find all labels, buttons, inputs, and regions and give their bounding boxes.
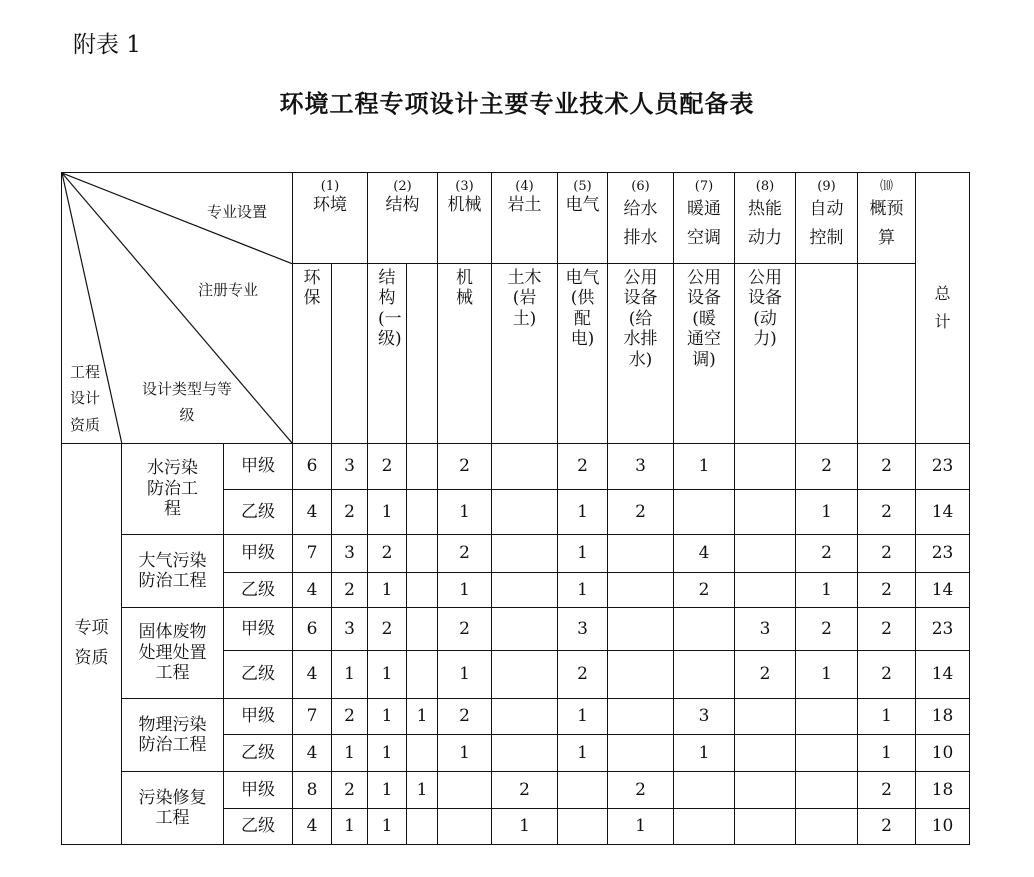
specialty-header-1: (1) 环境	[293, 173, 368, 264]
value-cell: 7	[293, 535, 332, 573]
value-cell	[735, 735, 796, 772]
specialty-header-3: (3) 机械	[438, 173, 492, 264]
value-cell: 1	[407, 699, 438, 735]
total-cell: 23	[916, 444, 970, 490]
value-cell	[407, 573, 438, 608]
diagonal-header-cell	[62, 173, 293, 444]
category-cell: 大气污染防治工程	[122, 535, 224, 608]
diag-label-qualification: 工程设计资质	[69, 363, 100, 434]
value-cell: 1	[368, 651, 407, 699]
value-cell	[735, 444, 796, 490]
level-cell: 乙级	[224, 490, 293, 535]
value-cell: 2	[368, 535, 407, 573]
value-cell: 4	[293, 573, 332, 608]
value-cell: 2	[368, 608, 407, 651]
value-cell	[407, 735, 438, 772]
value-cell	[438, 809, 492, 845]
total-cell: 23	[916, 608, 970, 651]
registered-cell-3: 结构(一级)	[368, 264, 407, 444]
value-cell: 1	[674, 444, 735, 490]
value-cell: 1	[674, 735, 735, 772]
value-cell: 2	[796, 444, 858, 490]
total-cell: 18	[916, 699, 970, 735]
annex-label: 附表 1	[73, 32, 141, 58]
value-cell: 1	[558, 490, 608, 535]
value-cell	[608, 735, 674, 772]
value-cell: 2	[332, 490, 368, 535]
value-cell: 2	[796, 535, 858, 573]
value-cell: 6	[293, 444, 332, 490]
total-cell: 10	[916, 735, 970, 772]
value-cell: 1	[558, 573, 608, 608]
value-cell	[674, 608, 735, 651]
registered-cell-4	[407, 264, 438, 444]
value-cell: 1	[796, 490, 858, 535]
value-cell: 1	[608, 809, 674, 845]
value-cell: 1	[796, 651, 858, 699]
level-cell: 甲级	[224, 608, 293, 651]
diag-label-registered: 注册专业	[198, 281, 259, 299]
value-cell	[608, 651, 674, 699]
value-cell: 2	[858, 573, 916, 608]
value-cell: 7	[293, 699, 332, 735]
value-cell: 3	[332, 444, 368, 490]
value-cell: 1	[558, 535, 608, 573]
total-cell: 23	[916, 535, 970, 573]
value-cell: 1	[858, 699, 916, 735]
value-cell	[796, 772, 858, 809]
total-cell: 18	[916, 772, 970, 809]
value-cell: 2	[558, 444, 608, 490]
registered-cell-5: 机械	[438, 264, 492, 444]
specialty-header-5: (5) 电气	[558, 173, 608, 264]
value-cell	[558, 809, 608, 845]
total-cell: 14	[916, 573, 970, 608]
level-cell: 甲级	[224, 535, 293, 573]
total-header: 总计	[916, 173, 970, 444]
value-cell	[407, 651, 438, 699]
value-cell: 1	[368, 772, 407, 809]
value-cell	[674, 772, 735, 809]
value-cell: 4	[674, 535, 735, 573]
value-cell	[735, 809, 796, 845]
value-cell: 1	[438, 651, 492, 699]
registered-cell-2	[332, 264, 368, 444]
value-cell	[608, 608, 674, 651]
value-cell: 3	[735, 608, 796, 651]
specialty-header-6: (6) 给水排水	[608, 173, 674, 264]
registered-cell-8: 公用设备(给水排水)	[608, 264, 674, 444]
value-cell	[407, 535, 438, 573]
value-cell: 2	[858, 809, 916, 845]
total-cell: 14	[916, 651, 970, 699]
table-row	[62, 772, 970, 809]
total-cell: 14	[916, 490, 970, 535]
value-cell: 2	[438, 444, 492, 490]
value-cell	[558, 772, 608, 809]
qualification-cell: 专项资质	[62, 444, 122, 845]
specialty-header-7: (7) 暖通空调	[674, 173, 735, 264]
value-cell	[796, 809, 858, 845]
value-cell	[492, 699, 558, 735]
value-cell: 1	[368, 490, 407, 535]
value-cell: 2	[332, 699, 368, 735]
value-cell: 2	[858, 772, 916, 809]
value-cell: 1	[438, 573, 492, 608]
specialty-header-10: ⑽ 概预算	[858, 173, 916, 264]
value-cell: 6	[293, 608, 332, 651]
value-cell: 2	[674, 573, 735, 608]
category-cell: 固体废物处理处置工程	[122, 608, 224, 699]
value-cell: 4	[293, 809, 332, 845]
registered-cell-7: 电气(供配电)	[558, 264, 608, 444]
value-cell	[608, 535, 674, 573]
value-cell	[492, 651, 558, 699]
value-cell	[407, 490, 438, 535]
value-cell: 1	[332, 809, 368, 845]
value-cell: 2	[368, 444, 407, 490]
value-cell	[735, 535, 796, 573]
value-cell	[492, 573, 558, 608]
value-cell: 2	[858, 608, 916, 651]
value-cell	[407, 608, 438, 651]
level-cell: 甲级	[224, 772, 293, 809]
value-cell	[492, 535, 558, 573]
value-cell	[492, 444, 558, 490]
value-cell	[407, 444, 438, 490]
value-cell	[674, 490, 735, 535]
registered-cell-10: 公用设备(动力)	[735, 264, 796, 444]
staffing-table	[61, 172, 970, 845]
value-cell: 1	[796, 573, 858, 608]
value-cell: 3	[608, 444, 674, 490]
value-cell: 3	[332, 535, 368, 573]
value-cell: 2	[858, 535, 916, 573]
value-cell	[492, 735, 558, 772]
value-cell: 2	[438, 699, 492, 735]
value-cell: 4	[293, 490, 332, 535]
specialty-header-9: (9) 自动控制	[796, 173, 858, 264]
value-cell: 1	[492, 809, 558, 845]
table-row	[62, 608, 970, 651]
registered-cell-1: 环保	[293, 264, 332, 444]
diag-label-type: 设计类型与等级	[142, 380, 233, 425]
value-cell: 2	[558, 651, 608, 699]
total-cell: 10	[916, 809, 970, 845]
value-cell	[735, 699, 796, 735]
value-cell: 1	[558, 699, 608, 735]
value-cell: 3	[674, 699, 735, 735]
value-cell: 8	[293, 772, 332, 809]
table-title: 环境工程专项设计主要专业技术人员配备表	[279, 89, 755, 118]
value-cell	[796, 699, 858, 735]
value-cell	[492, 490, 558, 535]
value-cell: 2	[796, 608, 858, 651]
value-cell	[608, 699, 674, 735]
value-cell: 2	[858, 651, 916, 699]
value-cell	[608, 573, 674, 608]
value-cell	[492, 608, 558, 651]
specialty-header-8: (8) 热能动力	[735, 173, 796, 264]
value-cell: 1	[332, 651, 368, 699]
value-cell: 2	[492, 772, 558, 809]
value-cell: 2	[438, 608, 492, 651]
level-cell: 乙级	[224, 809, 293, 845]
value-cell: 1	[368, 809, 407, 845]
diag-label-specialty: 专业设置	[207, 203, 268, 221]
level-cell: 乙级	[224, 651, 293, 699]
registered-cell-11	[796, 264, 858, 444]
value-cell	[674, 809, 735, 845]
value-cell: 2	[608, 490, 674, 535]
value-cell: 1	[438, 490, 492, 535]
level-cell: 甲级	[224, 699, 293, 735]
table-row	[62, 444, 970, 490]
table-row	[62, 699, 970, 735]
value-cell: 2	[608, 772, 674, 809]
level-cell: 乙级	[224, 735, 293, 772]
value-cell	[735, 573, 796, 608]
value-cell: 4	[293, 651, 332, 699]
header-row-specialties	[62, 173, 970, 264]
value-cell: 4	[293, 735, 332, 772]
level-cell: 甲级	[224, 444, 293, 490]
specialty-header-4: (4) 岩土	[492, 173, 558, 264]
value-cell: 1	[558, 735, 608, 772]
value-cell: 2	[332, 573, 368, 608]
category-cell: 物理污染防治工程	[122, 699, 224, 772]
value-cell	[735, 490, 796, 535]
level-cell: 乙级	[224, 573, 293, 608]
registered-cell-12	[858, 264, 916, 444]
value-cell: 1	[368, 699, 407, 735]
category-cell: 污染修复工程	[122, 772, 224, 845]
value-cell: 3	[332, 608, 368, 651]
registered-cell-9: 公用设备(暖通空调)	[674, 264, 735, 444]
value-cell: 3	[558, 608, 608, 651]
value-cell	[796, 735, 858, 772]
registered-cell-6: 土木(岩土)	[492, 264, 558, 444]
value-cell: 1	[332, 735, 368, 772]
value-cell: 2	[332, 772, 368, 809]
value-cell	[407, 809, 438, 845]
value-cell: 1	[368, 573, 407, 608]
value-cell	[674, 651, 735, 699]
value-cell: 2	[858, 444, 916, 490]
value-cell: 2	[438, 535, 492, 573]
table-row	[62, 535, 970, 573]
value-cell: 1	[858, 735, 916, 772]
value-cell: 2	[858, 490, 916, 535]
specialty-header-2: (2) 结构	[368, 173, 438, 264]
value-cell: 2	[735, 651, 796, 699]
category-cell: 水污染防治工程	[122, 444, 224, 535]
value-cell	[735, 772, 796, 809]
value-cell	[438, 772, 492, 809]
value-cell: 1	[368, 735, 407, 772]
value-cell: 1	[438, 735, 492, 772]
value-cell: 1	[407, 772, 438, 809]
